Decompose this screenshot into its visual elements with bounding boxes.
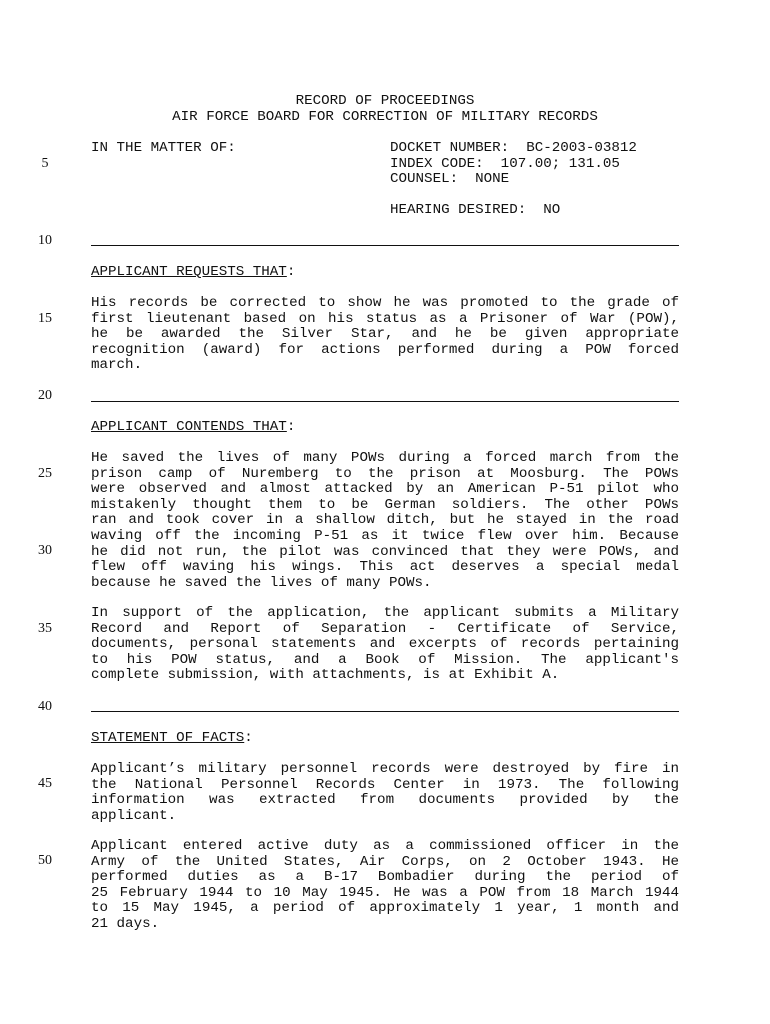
- facts-heading: STATEMENT OF FACTS:: [91, 730, 253, 746]
- text-line: to his POW status, and a Book of Mission. The applicant's: [91, 651, 679, 668]
- text-line: first lieutenant based on his status as a Prisoner of War (POW),: [91, 310, 679, 327]
- line-number: 50: [38, 853, 52, 868]
- text-line: He saved the lives of many POWs during a forced march from the: [91, 450, 679, 466]
- text-line: documents, personal statements and excerpts of records pertaining: [91, 636, 679, 653]
- text-line: information was extracted from documents provided by the: [91, 792, 679, 809]
- requests-paragraph: [91, 296, 679, 374]
- text-line: mistakenly thought them to be German soldiers. The other POWs: [91, 496, 679, 513]
- section-divider: [91, 711, 679, 712]
- text-line: 25 February 1944 to 10 May 1945. He was a POW from 18 March 1944: [91, 884, 679, 901]
- line-number: 45: [38, 776, 52, 791]
- text-line: the National Personnel Records Center in 1973. The following: [91, 776, 679, 793]
- requests-heading: APPLICANT REQUESTS THAT:: [91, 264, 296, 280]
- text-line: complete submission, with attachments, is at Exhibit A.: [91, 667, 560, 684]
- text-line: applicant.: [91, 807, 177, 824]
- text-line: prison camp of Nuremberg to the prison at Moosburg. The POWs: [91, 465, 679, 482]
- text-line: recognition (award) for actions performed during a POW forced: [91, 341, 679, 358]
- text-line: ran and took cover in a shallow ditch, but he stayed in the road: [91, 512, 679, 529]
- text-line: to 15 May 1945, a period of approximately 1 year, 1 month and: [91, 900, 679, 917]
- text-line: were observed and almost attacked by an American P-51 pilot who: [91, 481, 679, 498]
- line-number: 25: [38, 466, 52, 481]
- contends-paragraph-1: [91, 451, 679, 591]
- document-subtitle: AIR FORCE BOARD FOR CORRECTION OF MILITARY RECORDS: [172, 109, 598, 125]
- text-line: flew off waving his wings. This act deserves a special medal: [91, 559, 679, 576]
- text-line: Applicant’s military personnel records were destroyed by fire in: [91, 761, 679, 777]
- line-number: 30: [38, 543, 52, 558]
- line-number: 10: [38, 233, 52, 248]
- counsel: COUNSEL: NONE: [390, 171, 510, 187]
- text-line: His records be corrected to show he was promoted to the grade of: [91, 295, 679, 311]
- text-line: 21 days.: [91, 915, 160, 932]
- text-line: Record and Report of Separation - Certificate of Service,: [91, 620, 679, 637]
- document-title: RECORD OF PROCEEDINGS: [295, 93, 475, 109]
- contends-paragraph-2: [91, 606, 679, 684]
- contends-heading-text: APPLICANT CONTENDS THAT: [91, 419, 287, 435]
- docket-number: DOCKET NUMBER: BC-2003-03812: [390, 140, 637, 156]
- text-line: waving off the incoming P-51 as it twice flew over him. Because: [91, 527, 679, 544]
- line-number: 15: [38, 311, 52, 326]
- facts-paragraph-1: [91, 762, 679, 824]
- facts-paragraph-2: [91, 839, 679, 933]
- index-code: INDEX CODE: 107.00; 131.05: [390, 156, 620, 172]
- line-number: 35: [38, 621, 52, 636]
- text-line: In support of the application, the applicant submits a Military: [91, 605, 679, 621]
- contends-heading: APPLICANT CONTENDS THAT:: [91, 419, 296, 435]
- matter-label: IN THE MATTER OF:: [91, 140, 236, 156]
- text-line: he did not run, the pilot was convinced that they were POWs, and: [91, 543, 679, 560]
- section-divider: [91, 401, 679, 402]
- facts-heading-text: STATEMENT OF FACTS: [91, 730, 245, 746]
- requests-heading-text: APPLICANT REQUESTS THAT: [91, 264, 287, 280]
- text-line: performed duties as a B-17 Bombadier during the period of: [91, 869, 679, 886]
- line-number: 20: [38, 388, 52, 403]
- text-line: Applicant entered active duty as a commissioned officer in the: [91, 838, 679, 854]
- text-line: Army of the United States, Air Corps, on 2 October 1943. He: [91, 853, 679, 870]
- line-number: 5: [41, 156, 49, 171]
- hearing-desired: HEARING DESIRED: NO: [390, 202, 561, 218]
- text-line: he be awarded the Silver Star, and he be given appropriate: [91, 326, 679, 343]
- line-number: 40: [38, 699, 52, 714]
- text-line: because he saved the lives of many POWs.: [91, 574, 432, 591]
- section-divider: [91, 245, 679, 246]
- text-line: march.: [91, 357, 143, 374]
